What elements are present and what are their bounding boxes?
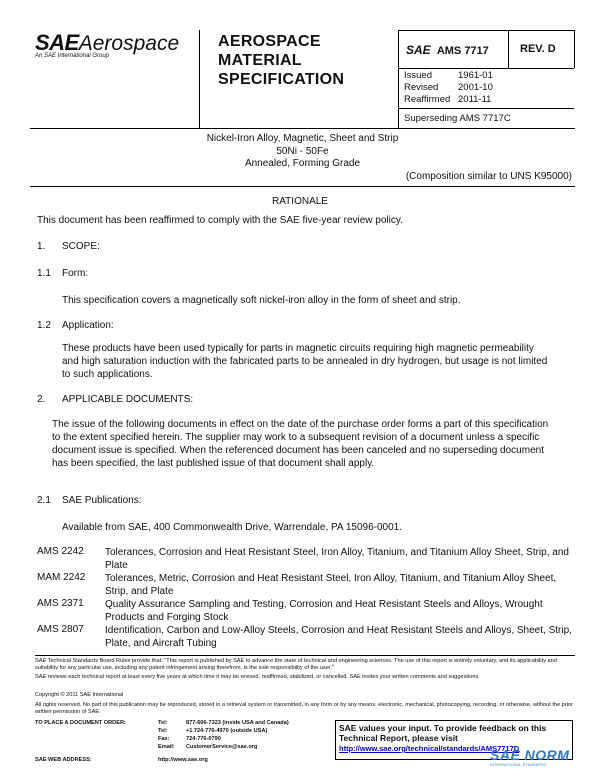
spec-brand: SAE xyxy=(406,43,431,57)
title-line-2: MATERIAL xyxy=(218,52,302,69)
footer-board-rules: SAE Technical Standards Board Rules provide that: "This report is published by SAE to advance the state of technical and engineering sciences. The use of this report is entirely voluntary, and its applicability and suitability for any particular use, including any patent infringement arising therefrom, is the sole responsibility of the user." xyxy=(35,658,557,671)
logo-tagline: An SAE International Group xyxy=(35,53,110,59)
superseding: Superseding AMS 7717C xyxy=(404,113,511,124)
reference-id: AMS 2807 xyxy=(37,624,84,635)
title-line-3: SPECIFICATION xyxy=(218,71,345,88)
section-2-number: 2. xyxy=(37,394,46,405)
date-row: Revised 2001-10 xyxy=(404,82,493,93)
document-type-title xyxy=(218,32,344,89)
section-1-1-number: 1.1 xyxy=(37,268,51,279)
contact-value: 877-606-7323 (inside USA and Canada) xyxy=(186,720,289,726)
contact-label: Fax: xyxy=(158,736,170,742)
revision-label: REV. D xyxy=(520,43,556,55)
date-row: Issued 1961-01 xyxy=(404,70,493,81)
feedback-link[interactable]: http://www.sae.org/technical/standards/AMS7717D xyxy=(339,744,520,753)
reference-id: AMS 2371 xyxy=(37,598,84,609)
watermark-text: SAE NORM xyxy=(490,747,570,763)
rationale-text: This document has been reaffirmed to comply with the SAE five-year review policy. xyxy=(37,215,403,226)
section-1-1-text: This specification covers a magnetically soft nickel-iron alloy in the form of sheet and strip. xyxy=(62,295,461,306)
spec-box-left xyxy=(398,30,399,128)
title-line-1: AEROSPACE xyxy=(218,33,321,50)
subject-line-1: Nickel-Iron Alloy, Magnetic, Sheet and Strip xyxy=(206,133,399,144)
contact-label: Tel: xyxy=(158,728,168,734)
footer-copyright: Copyright © 2011 SAE International xyxy=(35,692,124,698)
contact-label: Email: xyxy=(158,744,175,750)
reference-id: AMS 2242 xyxy=(37,546,84,557)
date-row: Reaffirmed 2011-11 xyxy=(404,94,492,105)
order-label: TO PLACE A DOCUMENT ORDER: xyxy=(35,720,126,726)
contact-value: +1 724-776-4970 (outside USA) xyxy=(186,728,268,734)
feedback-text: SAE values your input. To provide feedback on this Technical Report, please visit xyxy=(339,723,547,743)
spec-box-right xyxy=(574,30,575,68)
watermark-subtext: INTERNATIONAL STANDARDS xyxy=(490,763,547,767)
section-1-2-number: 1.2 xyxy=(37,320,51,331)
reference-title: Tolerances, Corrosion and Heat Resistant Steel, Iron Alloy, Titanium, and Titanium Alloy Sheet, Strip, and Plate xyxy=(105,547,569,571)
subject-block xyxy=(30,133,575,171)
section-1-title: SCOPE: xyxy=(62,241,100,252)
section-2-1-number: 2.1 xyxy=(37,495,51,506)
sae-aerospace-logo xyxy=(35,30,195,59)
rationale-heading: RATIONALE xyxy=(272,196,328,207)
section-1-number: 1. xyxy=(37,241,46,252)
dates-underline xyxy=(398,108,574,109)
watermark xyxy=(490,747,598,773)
contact-value: 724-776-0790 xyxy=(186,736,221,742)
section-1-2-title: Application: xyxy=(62,320,114,331)
section-1-2-text: These products have been used typically for parts in magnetic circuits requiring high magnetic permeability and high saturation induction with the fabricated parts to be annealed in dry hydrogen, but usage is not limited to such applications. xyxy=(62,343,548,380)
spec-number-text: AMS 7717 xyxy=(436,45,489,57)
reference-id: MAM 2242 xyxy=(37,572,86,583)
subject-bottom-rule xyxy=(30,186,575,187)
reference-title: Identification, Carbon and Low-Alloy Steels, Corrosion and Heat Resistant Steels and Alloys, Sheet, Strip, Plate, and Aircraft Tubing xyxy=(105,625,572,649)
logo-sae-text: SAE xyxy=(35,30,79,55)
spec-box-mid xyxy=(398,68,574,69)
composition-note: (Composition similar to UNS K95000) xyxy=(405,171,572,182)
footer-rule xyxy=(35,655,575,656)
header xyxy=(0,0,600,130)
header-bottom-rule xyxy=(30,128,575,129)
subject-line-2: 50Ni - 50Fe xyxy=(276,145,329,157)
web-address-link[interactable]: http://www.sae.org xyxy=(158,757,208,763)
footer-rights: All rights reserved. No part of this publication may be reproduced, stored in a retrieval system or transmitted, in any form or by any means, electronic, mechanical, photocopying, recording, or otherwise, without the prior written permission of SAE. xyxy=(35,702,573,715)
issue-dates xyxy=(404,70,493,106)
logo-aerospace-text: Aerospace xyxy=(78,32,180,55)
reference-title: Quality Assurance Sampling and Testing, Corrosion and Heat Resistant Steels and Alloys, Wrought Products and Forging Stock xyxy=(105,599,543,623)
contact-label: Tel: xyxy=(158,720,168,726)
reference-title: Tolerances, Metric, Corrosion and Heat Resistant Steel, Iron Alloy, Titanium, and Titanium Alloy Sheet, Strip, and Plate xyxy=(105,573,557,597)
section-2-1-text: Available from SAE, 400 Commonwealth Drive, Warrendale, PA 15096-0001. xyxy=(62,522,402,533)
spec-number xyxy=(406,43,489,57)
section-2-text: The issue of the following documents in effect on the date of the purchase order forms a part of this specification to the extent specified herein. The supplier may work to a subsequent revision of a document unless a specific document issue is specified. When the referenced document has been canceled and no superseding document has been specified, the last published issue of that document shall apply. xyxy=(52,419,549,469)
web-address-label: SAE WEB ADDRESS: xyxy=(35,757,92,763)
section-2-title: APPLICABLE DOCUMENTS: xyxy=(62,394,194,405)
section-2-1-title: SAE Publications: xyxy=(62,495,142,506)
rev-divider xyxy=(508,30,509,68)
contact-email[interactable]: CustomerService@sae.org xyxy=(186,744,258,750)
subject-line-3: Annealed, Forming Grade xyxy=(244,158,361,169)
spec-box-top xyxy=(398,30,574,31)
header-divider xyxy=(199,30,200,128)
footer-review-policy: SAE reviews each technical report at least every five years at which time it may be revised, reaffirmed, stabilized, or cancelled. SAE invites your written comments and suggestions. xyxy=(35,674,480,680)
section-1-1-title: Form: xyxy=(62,268,89,279)
